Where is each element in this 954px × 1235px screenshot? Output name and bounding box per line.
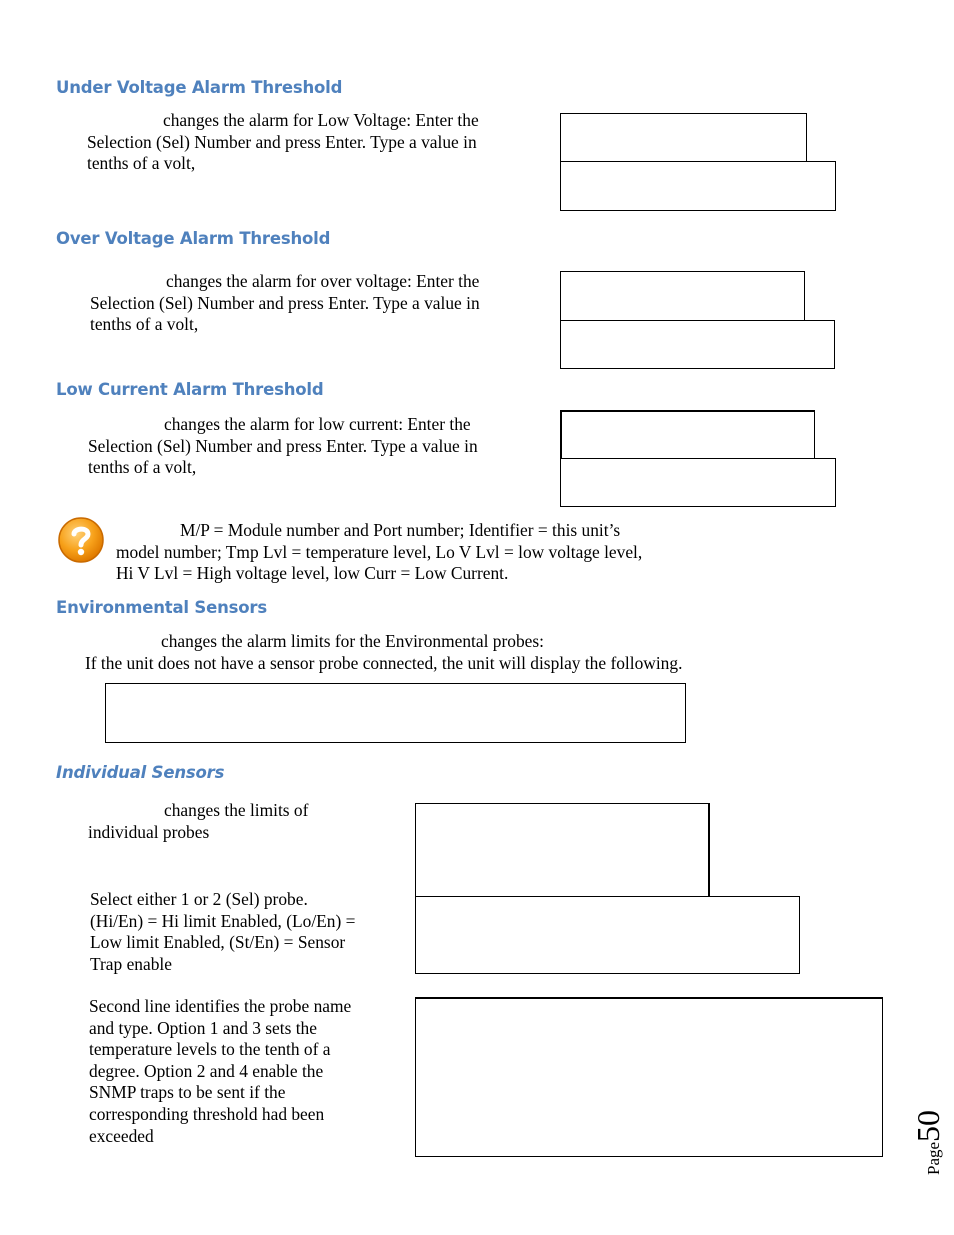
heading-individual-sensors: Individual Sensors bbox=[56, 763, 225, 782]
text-line: changes the alarm for Low Voltage: Enter the bbox=[163, 110, 479, 130]
text-line: If the unit does not have a sensor probe connected, the unit will display the following. bbox=[85, 652, 683, 673]
text-line: exceeded bbox=[89, 1125, 154, 1146]
heading-environmental-sensors: Environmental Sensors bbox=[56, 598, 267, 617]
text-line: model number; Tmp Lvl = temperature level, Lo V Lvl = low voltage level, bbox=[116, 541, 643, 562]
text-line: changes the limits of bbox=[164, 800, 309, 820]
individual-sensor-screen-image-3 bbox=[415, 997, 883, 1157]
text-line: individual probes bbox=[88, 821, 210, 842]
text-line: tenths of a volt, bbox=[90, 314, 199, 335]
individual-intro bbox=[88, 800, 308, 843]
over-voltage-screen-image-1 bbox=[560, 271, 805, 321]
individual-sensor-screen-image-2 bbox=[415, 896, 800, 974]
environmental-description bbox=[85, 631, 682, 674]
text-line: (Hi/En) = Hi limit Enabled, (Lo/En) = bbox=[90, 910, 356, 931]
heading-over-voltage-alarm-threshold: Over Voltage Alarm Threshold bbox=[56, 229, 331, 248]
text-line: and type. Option 1 and 3 sets the bbox=[89, 1017, 317, 1038]
low-current-screen-image-2 bbox=[560, 458, 836, 507]
text-line: changes the alarm for over voltage: Enter the bbox=[166, 271, 480, 291]
page-number-value: 50 bbox=[910, 1109, 946, 1142]
page-number bbox=[910, 1110, 947, 1175]
text-line: Selection (Sel) Number and press Enter. Type a value in bbox=[88, 435, 478, 456]
no-probe-screen-image bbox=[105, 683, 686, 743]
individual-sensor-screen-image-1 bbox=[415, 803, 710, 897]
help-question-icon bbox=[57, 516, 105, 564]
text-line: M/P = Module number and Port number; Identifier = this unit’s bbox=[180, 520, 621, 540]
heading-low-current-alarm-threshold: Low Current Alarm Threshold bbox=[56, 380, 324, 399]
text-line: Select either 1 or 2 (Sel) probe. bbox=[90, 889, 308, 909]
text-line: tenths of a volt, bbox=[87, 153, 196, 174]
text-line: Selection (Sel) Number and press Enter. Type a value in bbox=[90, 292, 480, 313]
text-line: degree. Option 2 and 4 enable the bbox=[89, 1060, 324, 1081]
individual-second-line-description bbox=[89, 996, 351, 1147]
page-word: Page bbox=[924, 1141, 943, 1175]
under-voltage-description bbox=[87, 110, 479, 175]
low-current-description bbox=[88, 414, 478, 479]
text-line: temperature levels to the tenth of a bbox=[89, 1039, 331, 1060]
heading-under-voltage-alarm-threshold: Under Voltage Alarm Threshold bbox=[56, 78, 343, 97]
text-line: Trap enable bbox=[90, 953, 172, 974]
text-line: Selection (Sel) Number and press Enter. Type a value in bbox=[87, 131, 477, 152]
text-line: changes the alarm for low current: Enter the bbox=[164, 414, 471, 434]
individual-select-description bbox=[90, 889, 355, 975]
under-voltage-screen-image-2 bbox=[560, 161, 836, 211]
text-line: corresponding threshold had been bbox=[89, 1103, 325, 1124]
over-voltage-screen-image-2 bbox=[560, 320, 835, 369]
text-line: Hi V Lvl = High voltage level, low Curr = Low Current. bbox=[116, 563, 509, 584]
text-line: Low limit Enabled, (St/En) = Sensor bbox=[90, 932, 346, 953]
text-line: SNMP traps to be sent if the bbox=[89, 1082, 286, 1103]
over-voltage-description bbox=[90, 271, 480, 336]
text-line: Second line identifies the probe name bbox=[89, 996, 352, 1016]
text-line: changes the alarm limits for the Environmental probes: bbox=[161, 631, 544, 651]
text-line: tenths of a volt, bbox=[88, 457, 197, 478]
field-definitions-note bbox=[116, 520, 642, 585]
low-current-screen-image-1 bbox=[560, 410, 815, 459]
under-voltage-screen-image-1 bbox=[560, 113, 807, 162]
